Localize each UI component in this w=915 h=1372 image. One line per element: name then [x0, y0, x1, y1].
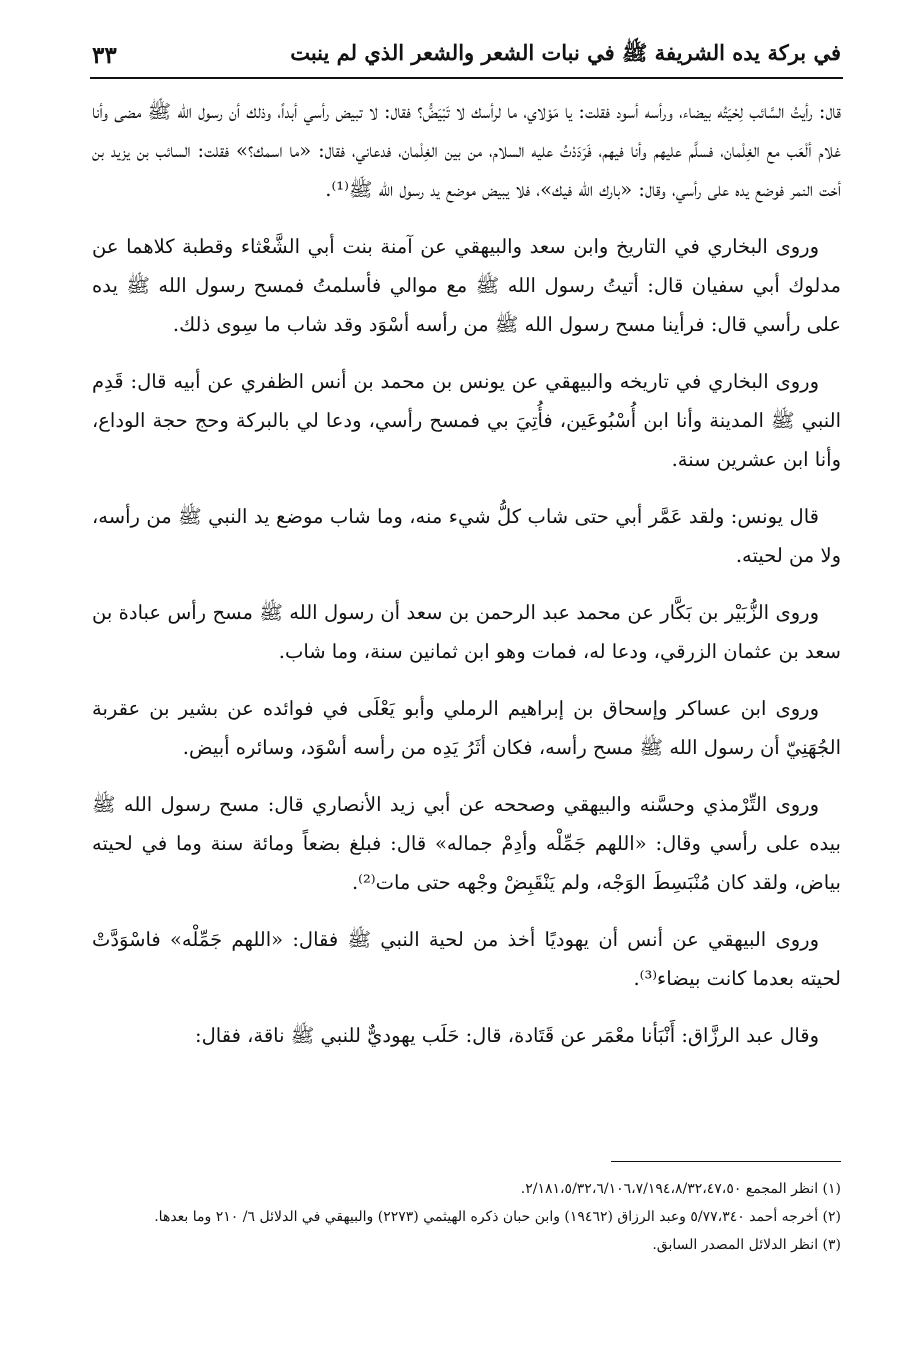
main-text — [92, 92, 841, 1073]
footnotes — [92, 1176, 841, 1260]
page-header — [92, 38, 841, 72]
footnote: (١) انظر المجمع ٢/١٨١،٥/٣٢،٦/١٠٦،٧/١٩٤،٨/٣٢،٤٧،٥٠. — [520, 1181, 841, 1197]
paragraph: قال: رأيتُ السَّائب لِحْيَتُه بيضاء، ورأسه أسود فقلت: يا مَوْلاي، ما لرأسك لا تَبْيَضُّ؟ فقال: لا تبيض رأسي أبداً، وذلك أن رسول الله ﷺ مضى وأنا غلام ألْعَب مع الغِلْمان، فسلَّم عليهم وأنا فيهم، فَرَدَدْتُ عليه السلام، من بين الغِلْمان، فدعاني، فقال: «ما اسمك؟» فقلت: السائب بن يزيد بن أخت النمر فوضع يده على رأسي، وقال: «بارك الله فيك»، فلا يبيض موضع يد رسول الله ﷺ⁽¹⁾. — [92, 100, 841, 201]
paragraph: قال يونس: ولقد عَمَّر أبي حتى شاب كلُّ شيء منه، وما شاب موضع يد النبي ﷺ من رأسه، ولا من لحيته. — [92, 505, 841, 567]
paragraph: وروى الزُّبَيْر بن بَكَّار عن محمد عبد الرحمن بن سعد أن رسول الله ﷺ مسح رأس عبادة بن سعد بن عثمان الزرقي، ودعا له، فمات وهو ابن ثمانين سنة، وما شاب. — [92, 601, 841, 663]
paragraph: وروى البخاري في التاريخ وابن سعد والبيهقي عن آمنة بنت أبي الشَّعْثاء وقطبة كلاهما عن مدلوك أبي سفيان قال: أتيتُ رسول الله ﷺ مع موالي فأسلمتُ فمسح رسول الله ﷺ يده على رأسي قال: فرأينا مسح رسول الله ﷺ من رأسه أسْوَد وقد شاب ما سِوى ذلك. — [92, 235, 841, 336]
footnote-divider — [611, 1161, 841, 1162]
footnote: (٢) أخرجه أحمد ٥/٧٧،٣٤٠ وعبد الرزاق (١٩٤٦٢) وابن حبان ذكره الهيثمي (٢٢٧٣) والبيهقي في الدلائل ٦/ ٢١٠ وما بعدها. — [154, 1209, 841, 1225]
running-title: في بركة يده الشريفة ﷺ في نبات الشعر والشعر الذي لم ينبت — [290, 39, 841, 65]
paragraph: وقال عبد الرزَّاق: أَنْبَأنا معْمَر عن قَتَادة، قال: حَلَب يهوديٌّ للنبي ﷺ ناقة، فقال: — [195, 1024, 819, 1047]
paragraph: وروى ابن عساكر وإسحاق بن إبراهيم الرملي وأبو يَعْلَى في فوائده عن بشير بن عقربة الجُهَنِيّ أن رسول الله ﷺ مسح رأسه، فكان أثَرُ يَدِه من رأسه أسْوَد، وسائره أبيض. — [92, 697, 841, 759]
paragraph: وروى البيهقي عن أنس أن يهوديًا أخذ من لحية النبي ﷺ فقال: «اللهم جَمِّلْه» فاسْوَدَّتْ لحيته بعدما كانت بيضاء⁽³⁾. — [92, 928, 841, 990]
paragraph: وروى التِّرْمذي وحسَّنه والبيهقي وصححه عن أبي زيد الأنصاري قال: مسح رسول الله ﷺ بيده على رأسي وقال: «اللهم جَمِّلْه وأدِمْ جماله» قال: فبلغ بضعاً ومائة سنة وما في لحيته بياض، ولقد كان مُنْبَسِطَ الوَجْه، ولم يَنْقَبِضْ وجْهه حتى مات⁽²⁾. — [92, 793, 841, 894]
footnote: (٣) انظر الدلائل المصدر السابق. — [652, 1237, 841, 1253]
paragraph: وروى البخاري في تاريخه والبيهقي عن يونس بن محمد بن أنس الظفري عن أبيه قال: قَدِم النبي ﷺ المدينة وأنا ابن أُسْبُوعَين، فأُتِيَ بي فمسح رأسي، ودعا لي بالبركة وحج حجة الوداع، وأنا ابن عشرين سنة. — [92, 370, 841, 471]
page-number: ٣٣ — [92, 41, 117, 69]
header-divider — [90, 77, 843, 79]
